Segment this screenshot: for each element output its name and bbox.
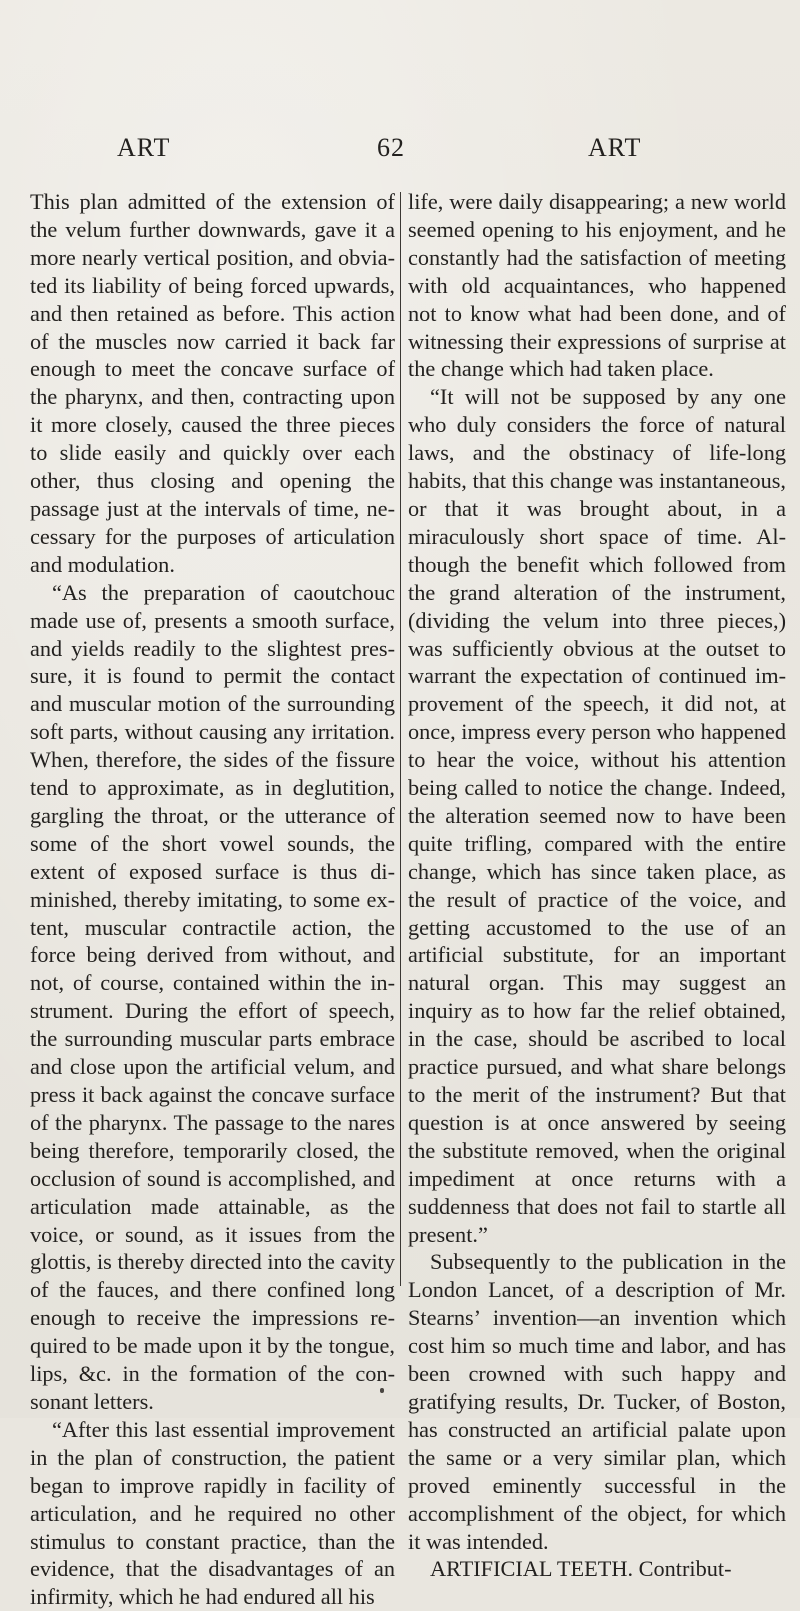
page-number: 62 xyxy=(377,133,405,162)
header-left-title: ART xyxy=(117,133,171,162)
left-paragraph-3: “After this last essential improvement in the plan of construction, the patient began to improve rapidly in facility of articulation, and he required no other stimulus to constant practice, than the evidence, that the disadvantages of an infirmity, which he had endured all his xyxy=(30,1416,395,1610)
left-paragraph-2: “As the preparation of caoutchouc made use of, presents a smooth surface, and yields readily to the slightest pressure, it is found to permit the contact and muscular motion of the surrounding soft parts, without causing any irritation. When, therefore, the sides of the fissure tend to approximate, as in deglutition, gargling the throat, or the utterance of some of the short vowel sounds, the extent of exposed surface is thus diminished, thereby imitating, to some extent, muscular contractile action, the force being derived from without, and not, of course, contained within the instrument. During the effort of speech, the surrounding muscular parts embrace and close upon the artificial velum, and press it back against the concave surface of the pharynx. The passage to the nares being therefore, temporarily closed, the occlusion of sound is accomplished, and articulation made attainable, as the voice, or sound, as it issues from the glottis, is thereby directed into the cavity of the fauces, and there confined long enough to receive the impressions required to be made upon it by the tongue, lips, &c. in the formation of the consonant letters. xyxy=(30,579,395,1414)
paper-speck xyxy=(380,1388,384,1393)
left-paragraph-1: This plan admitted of the extension of the velum further downwards, gave it a more nearly vertical position, and obviated its liability of being forced upwards, and then retained as before. This action of the muscles now carried it back far enough to meet the concave surface of the pharynx, and then, contracting upon it more closely, caused the three pieces to slide easily and quickly over each other, thus closing and opening the passage just at the intervals of time, necessary for the purposes of articulation and modulation. xyxy=(30,189,395,577)
running-header xyxy=(0,133,800,173)
right-paragraph-1: life, were daily disappearing; a new world seemed opening to his enjoyment, and he constantly had the satisfaction of meeting with old acquaintances, who happened not to know what had been done, and of witnessing their expressions of surprise at the change which had taken place. xyxy=(408,189,786,382)
right-column xyxy=(408,188,786,1583)
right-paragraph-3: Subsequently to the publication in the London Lancet, of a description of Mr. Stearns’ invention—an invention which cost him so much time and labor, and has been crowned with such happy and gratifying results, Dr. Tucker, of Boston, has constructed an artificial palate upon the same or a very similar plan, which proved eminently successful in the accomplishment of the object, for which it was intended. xyxy=(408,1249,786,1554)
left-column xyxy=(30,188,395,1611)
column-divider xyxy=(400,192,401,1286)
right-paragraph-2: “It will not be supposed by any one who duly considers the force of natural laws, and the obstinacy of life-long habits, that this change was instantaneous, or that it was brought about, in a miraculously short space of time. Although the benefit which followed from the grand alteration of the instrument, (dividing the velum into three pieces,) was sufficiently obvious at the outset to warrant the expectation of continued improvement of the speech, it did not, at once, impress every person who happened to hear the voice, without his attention being called to notice the change. Indeed, the alteration seemed now to have been quite trifling, compared with the entire change, which has since taken place, as the result of practice of the voice, and getting accustomed to the use of an artificial substitute, for an important natural organ. This may suggest an inquiry as to how far the relief obtained, in the case, should be ascribed to local practice pursued, and what share belongs to the merit of the instrument? But that question is at once answered by seeing the substitute removed, when the original impediment at once returns with a suddenness that does not fail to startle all present.” xyxy=(408,384,786,1247)
right-paragraph-4: ARTIFICIAL TEETH. Contribut- xyxy=(430,1556,732,1582)
header-right-title: ART xyxy=(588,133,642,162)
